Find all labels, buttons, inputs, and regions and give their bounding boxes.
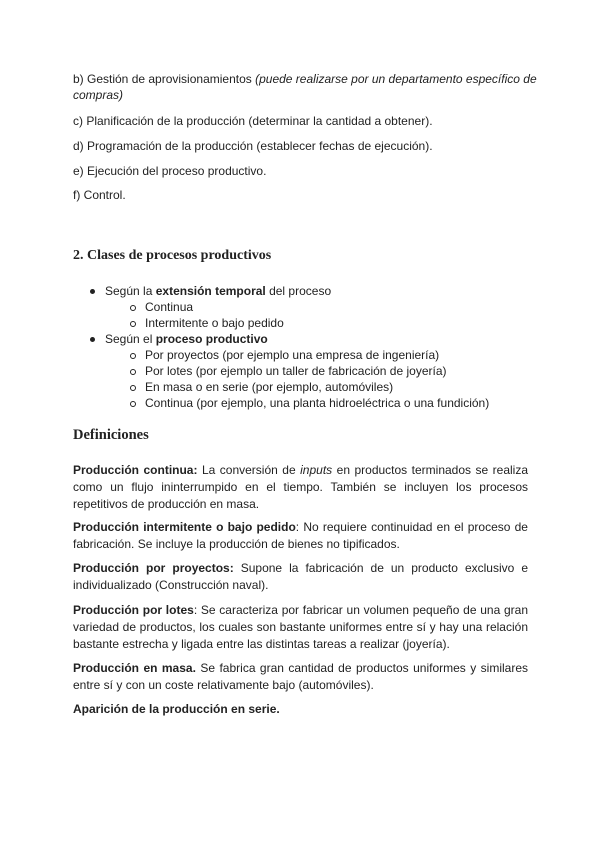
step-b-italic: (puede realizarse por un departamento específico de compras) — [73, 72, 537, 102]
definition-intermitente: Producción intermitente o bajo pedido: No requiere continuidad en el proceso de fabricación. Se incluye la producción de bienes no tipificados. — [73, 520, 528, 551]
bullet-circle-icon — [130, 353, 136, 359]
section-2-title: 2. Clases de procesos productivos — [73, 248, 272, 263]
bullet-circle-icon — [130, 401, 136, 407]
step-c: c) Planificación de la producción (determinar la cantidad a obtener). — [73, 114, 433, 128]
definition-lotes: Producción por lotes: Se caracteriza por fabricar un volumen pequeño de una gran variedad de productos, los cuales son bastante uniformes entre sí y hay una relación bastante estrecha y ligada entre las distintas tareas a realizar (joyería). — [73, 603, 528, 651]
definitions-title: Definiciones — [73, 427, 149, 443]
definition-proyectos: Producción por proyectos: Supone la fabricación de un producto exclusivo e individualizado (Construcción naval). — [73, 561, 528, 592]
bullet-dot-icon — [90, 289, 95, 294]
bullet-circle-icon — [130, 369, 136, 375]
step-d: d) Programación de la producción (establecer fechas de ejecución). — [73, 139, 433, 153]
definition-continua: Producción continua: La conversión de inputs en productos terminados se realiza como un flujo ininterrumpido en el tiempo. También se incluyen los procesos repetitivos de producción en masa. — [73, 463, 529, 511]
definition-masa: Producción en masa. Se fabrica gran cantidad de productos uniformes y similares entre sí y con un coste relativamente bajo (automóviles). — [73, 661, 529, 692]
bullet-circle-icon — [130, 385, 136, 391]
definition-serie: Aparición de la producción en serie. — [73, 702, 280, 716]
bullet-dot-icon — [90, 337, 95, 342]
step-b — [73, 71, 543, 103]
step-f: f) Control. — [73, 188, 126, 202]
bullet-circle-icon — [130, 305, 136, 311]
bullet-circle-icon — [130, 321, 136, 327]
step-e: e) Ejecución del proceso productivo. — [73, 164, 267, 178]
step-b-text: b) Gestión de aprovisionamientos — [73, 72, 256, 86]
